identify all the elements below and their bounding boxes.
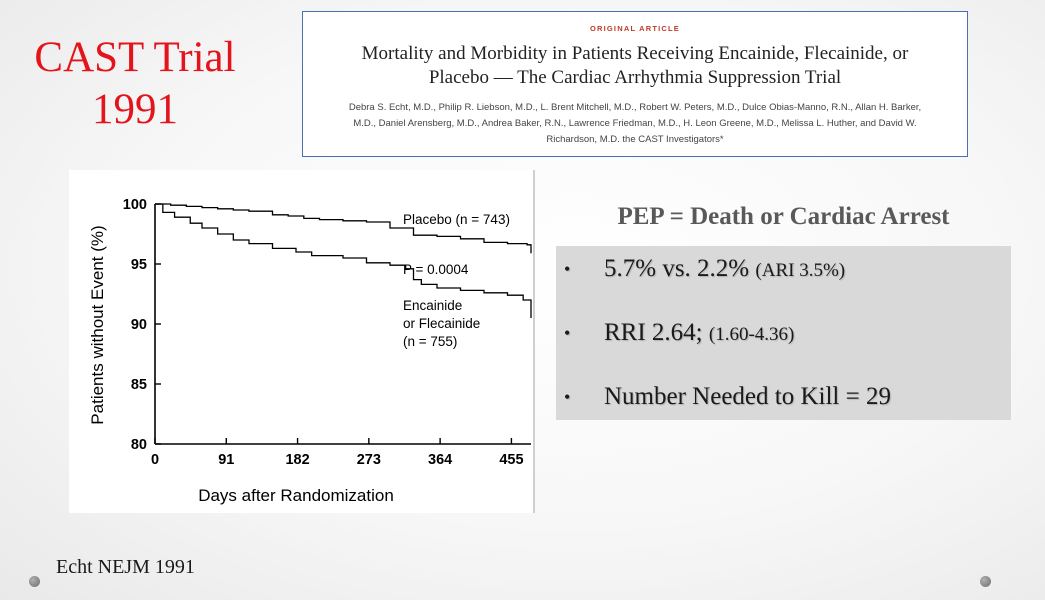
y-tick-label: 85 [130,377,147,393]
findings-box [556,246,1011,420]
finding-detail: (1.60-4.36) [708,324,795,345]
kaplan-meier-chart [69,170,535,513]
pep-heading: PEP = Death or Cardiac Arrest [617,203,950,230]
article-authors-line3: Richardson, M.D. the CAST Investigators* [546,134,724,145]
finding-main: Number Needed to Kill = 29 [604,383,891,410]
bullet-icon: • [564,387,571,407]
finding-main: 5.7% vs. 2.2% [604,255,756,282]
article-authors [333,100,937,148]
article-authors-line1: Debra S. Echt, M.D., Philip R. Liebson, M.D., L. Brent Mitchell, M.D., Robert W. Peters, M.D., Dulce Obias-Manno, R.N., Allan H. Barker, [348,102,922,113]
article-header-box [302,11,968,157]
article-authors-line2: M.D., Daniel Arensberg, M.D., Andrea Baker, R.N., Lawrence Friedman, M.D., H. Leon Greene, M.D., Melissa L. Huther, and David W. [353,118,917,129]
finding-main: RRI 2.64; [604,319,709,346]
nav-dot-right-icon[interactable] [980,576,991,587]
y-tick-label: 80 [130,437,147,453]
x-tick-label: 0 [150,452,160,468]
annotation-drug-line1: Encainide [403,298,463,313]
chart-svg [69,170,535,513]
annotation-drug-line2: or Flecainide [403,316,481,331]
annotation-drug-line3: (n = 755) [403,334,458,349]
x-tick-label: 273 [356,452,381,468]
article-title-line1: Mortality and Morbidity in Patients Receiving Encainide, Flecainide, or [361,43,909,64]
x-tick-label: 91 [218,452,235,468]
nav-dot-left-icon[interactable] [29,576,40,587]
bullet-icon: • [564,323,571,343]
x-axis-label: Days after Randomization [198,486,394,505]
y-tick-label: 100 [122,197,147,213]
slide-title [20,32,250,136]
article-kicker: ORIGINAL ARTICLE [589,24,681,33]
article-title [323,42,947,90]
bullet-icon: • [564,259,571,279]
x-tick-label: 182 [285,452,310,468]
y-axis-label: Patients without Event (%) [88,225,107,425]
slide-title-line1: CAST Trial [34,34,236,81]
finding-text [604,318,794,350]
annotation-placebo: Placebo (n = 743) [403,212,510,227]
slide-title-line2: 1991 [92,86,178,133]
finding-text [604,382,891,412]
y-tick-label: 95 [130,257,147,273]
y-tick-label: 90 [130,317,147,333]
citation: Echt NEJM 1991 [56,556,195,578]
chart-ticks [123,197,524,468]
x-tick-label: 364 [428,452,453,468]
chart-panel-edge [533,170,535,513]
annotation-pvalue: P = 0.0004 [403,262,469,277]
finding-detail: (ARI 3.5%) [755,260,846,281]
finding-text [604,254,845,286]
x-tick-label: 455 [499,452,524,468]
article-title-line2: Placebo — The Cardiac Arrhythmia Suppression Trial [428,67,842,88]
